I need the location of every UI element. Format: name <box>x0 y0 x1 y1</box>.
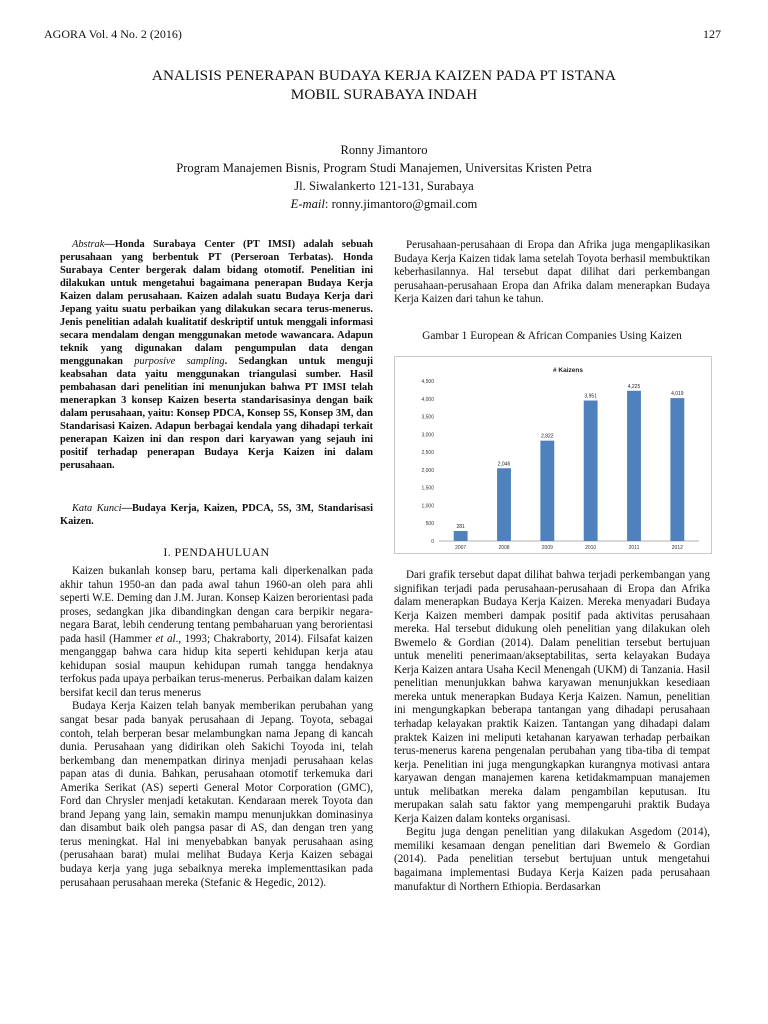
abstract <box>60 238 373 472</box>
y-tick-label: 3,000 <box>421 432 434 439</box>
paragraph-text: ., 1993; Chakraborty, 2014). Filsafat kaizen menganggap bahwa cara hidup kita seperti kehidupan kerja atau kehidupan sosial maupun kehidupan rumah tangga hendaknya terfokus pada upaya perbaikan terus-menerus. Perbaikan dalam kaizen bersifat kecil dan terus menerus <box>60 632 373 699</box>
y-tick-label: 500 <box>425 521 434 528</box>
y-tick-label: 4,000 <box>421 396 434 403</box>
bar-value-label: 3,951 <box>584 393 597 400</box>
abstract-emphasis: purposive sampling <box>134 356 225 367</box>
abstract-text-1: —Honda Surabaya Center (PT IMSI) adalah sebuah perusahaan yang berbentuk PT (Perseroan Terbatas). Honda Surabaya Center bergerak dalam bidang otomotif. Penelitian ini dilakukan untuk mengetahui bagaimana penerapan Budaya Kerja Kaizen dalam perusahaan. Kaizen adalah suatu Budaya Kerja dari Jepang yaitu suatu perbaikan yang dilakukan secara terus-menerus. Jenis penelitian adalah kualitatif deskriptif untuk menggali informasi secara mendalam dengan menggunakan metode wawancara. Adapun teknik yang digunakan dalam pengumpulan data dengan menggunakan <box>60 239 373 367</box>
author-block <box>40 141 728 213</box>
x-axis-ticks <box>455 545 683 551</box>
y-tick-label: 4,500 <box>421 379 434 385</box>
author-name: Ronny Jimantoro <box>340 143 428 157</box>
paragraph-text: Kaizen bukanlah konsep baru, pertama kali diperkenalkan pada akhir tahun 1950-an dan pada awal tahun 1960-an oleh para ahli seperti W.E. Deming dan J.M. Juran. Konsep Kaizen berorientasi pada proses, sedangkan jika dibandingkan dengan cara berpikir negara-negara Barat, lebih cenderung tentang pembaharuan yang berorientasi pada hasil (Hammer <box>60 565 374 645</box>
bar-value-label: 2,822 <box>541 433 554 440</box>
paragraph: Budaya Kerja Kaizen telah banyak memberikan perubahan yang sangat besar pada banyak perusahaan di Jepang. Toyota, sebagai contoh, telah berperan besar melambungkan nama Jepang di kancah dunia. Perusahaan yang didirikan oleh Sakichi Toyoda ini, telah berkembang dan menempatkan dirinya menjadi perusahaan kelas papan atas di dunia. Bahkan, perusahaan otomotif terkemuka dari Amerika Serikat (AS) seperti General Motor Corporation (GMC), Ford dan Chrysler menjadi ketakutan. Kendaraan merek Toyota dan brand Jepang yang lain, semakin mampu menunjukkan dominasinya dan disambut baik oleh pangsa pasar di AS, dan dengan tren yang terus meningkat. Hal ini menyebabkan banyak perusahaan asing (perusahaan barat) mulai melihat Budaya Kerja Kaizen sebagai budaya kerja yang juga sebaiknya mereka implementtasikan pada perusahaan perusahaan mereka (Stefanic & Hegedic, 2012). <box>60 700 373 889</box>
x-tick-label: 2008 <box>498 545 510 551</box>
paragraph: Perusahaan-perusahaan di Eropa dan Afrika juga mengaplikasikan Budaya Kerja Kaizen tidak lama setelah Toyota berhasil membuktikan keberhasilannya. Hal tersebut dapat dilihat dari perkembangan perusahaan-perusahaan Eropa dan Afrika dalam menerapkan Budaya Kerja Kaizen dari tahun ke tahun. <box>394 239 710 306</box>
y-tick-label: 2,000 <box>421 467 434 474</box>
y-tick-label: 2,500 <box>421 450 434 457</box>
y-tick-label: 1,500 <box>421 485 434 492</box>
abstract-label: Abstrak <box>72 239 105 250</box>
section-heading: I. PENDAHULUAN <box>163 545 270 559</box>
bar-value-label: 2,046 <box>497 461 511 468</box>
left-column-body <box>60 565 373 890</box>
right-column-intro <box>394 239 710 307</box>
x-tick-label: 2010 <box>585 545 597 551</box>
page-number: 127 <box>703 27 721 41</box>
author-affiliation: Program Manajemen Bisnis, Program Studi Manajemen, Universitas Kristen Petra <box>176 161 592 175</box>
chart-title: # Kaizens <box>553 367 583 374</box>
bars <box>454 391 685 541</box>
bar-value-label: 281 <box>456 524 465 531</box>
right-column-body <box>394 569 710 894</box>
journal-name: AGORA Vol. 4 No. 2 (2016) <box>44 27 182 41</box>
paragraph-emphasis: et al <box>155 632 176 645</box>
bar <box>670 398 684 541</box>
bar <box>497 468 511 541</box>
y-axis-ticks <box>421 379 434 545</box>
kaizen-chart <box>394 356 712 554</box>
paragraph: Dari grafik tersebut dapat dilihat bahwa terjadi perkembangan yang signifikan terjadi pada perusahaan-perusahaan di Eropa dan Afrika dalam menerapkan Budaya Kerja Kaizen. Mereka menyadari Budaya Kerja Kaizen memberi dampak positif pada aktivitas perusahaan mereka. Hal tersebut didukung oleh penelitian yang dilakukan oleh Bwemelo & Gordian (2014). Dalam penelitian tersebut bertujuan untuk meneliti penerimaan/akseptabilitas, serta kelayakan Budaya Kerja Kaizen antara Usaha Kecil Menengah (UKM) di Tanzania. Hasil penelitian menunjukkan bahwa karyawan menunjukkan kesediaan mereka untuk menerapkan Budaya Kerja Kaizen. Namun, penelitian ini mengungkapkan beberapa tantangan yang dihadapi perusahaan terhadap kelayakan praktik Kaizen. Tantangan yang dihadapi dalam praktek Kaizen ini meliputi ketahanan karyawan terhadap perbaikan terus-menerus karena pengenalan perubahan yang tiba-tiba di tempat kerja. Penelitian ini juga mengungkapkan kurangnya motivasi antara karyawan dengan manajemen karena ketidakmampuan manajemen untuk melibatkan mereka dalam pengambilan keputusan. Itu merupakan salah satu faktor yang mempengaruhi praktik Budaya Kerja Kaizen dalam konteks organisasi. <box>394 569 710 825</box>
email-label: E-mail <box>290 197 325 211</box>
paragraph: Begitu juga dengan penelitian yang dilakukan Asgedom (2014), memiliki kesamaan dengan penelitian dari Bwemelo & Gordian (2014). Pada penelitian tersebut bertujuan untuk mengetahui bagaimana implementasi Budaya Kerja Kaizen pada perusahaan manufaktur di Northern Ethiopia. Berdasarkan <box>394 826 710 893</box>
title-line-2: MOBIL SURABAYA INDAH <box>290 86 478 103</box>
bar-value-label: 4,225 <box>627 383 641 390</box>
bar-value-label: 4,019 <box>671 391 684 398</box>
y-tick-label: 1,000 <box>421 503 434 510</box>
bar <box>540 441 554 541</box>
x-tick-label: 2012 <box>671 545 683 551</box>
x-tick-label: 2007 <box>455 545 467 551</box>
x-tick-label: 2011 <box>628 545 640 551</box>
abstract-text-2: . Sedangkan untuk menguji keabsahan data yaitu menggunakan triangulasi sumber. Hasil pembahasan dari penelitian ini menunjukan bahwa PT IMSI telah menerapkan 3 konsep Kaizen beserta standarisasinya dengan baik dalam perusahaan, yaitu: Konsep PDCA, Konsep 5S, Konsep 3M, dan Standarisasi Kaizen. Adapun berbagai kendala yang dihadapi terkait penerapan Kaizen ini dan respon dari karyawan yang sejauh ini positif terhadap penerapan Budaya Kerja Kaizen ini dalam perusahaan. <box>60 356 373 471</box>
author-address: Jl. Siwalankerto 121-131, Surabaya <box>294 179 474 193</box>
chart-svg <box>395 357 711 553</box>
keywords-text: —Budaya Kerja, Kaizen, PDCA, 5S, 3M, Standarisasi Kaizen. <box>60 503 373 528</box>
value-labels <box>456 384 683 530</box>
x-tick-label: 2009 <box>541 545 553 551</box>
figure-caption: Gambar 1 European & African Companies Using Kaizen <box>422 330 682 342</box>
author-email-line <box>40 195 728 213</box>
paper-title <box>40 66 728 104</box>
keywords <box>60 502 373 529</box>
bar <box>627 391 641 541</box>
bar <box>584 401 598 541</box>
paragraph <box>60 565 373 700</box>
y-tick-label: 0 <box>431 539 434 545</box>
title-line-1: ANALISIS PENERAPAN BUDAYA KERJA KAIZEN PADA PT ISTANA <box>151 67 617 84</box>
keywords-label: Kata Kunci <box>72 503 122 514</box>
running-header <box>44 27 721 42</box>
author-email[interactable]: : ronny.jimantoro@gmail.com <box>324 197 478 211</box>
bar <box>454 531 468 541</box>
y-tick-label: 3,500 <box>421 414 434 421</box>
